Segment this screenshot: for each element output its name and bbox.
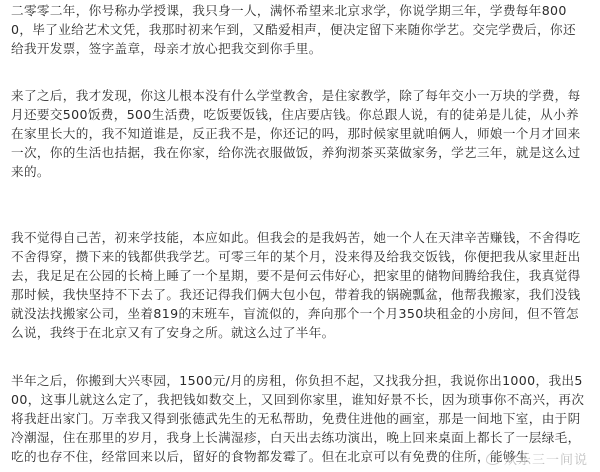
watermark <box>486 449 588 468</box>
paragraph-1: 二零零二年，你号称办学授课，我只身一人，满怀希望来北京求学，你说学期三年，学费每年8000，毕了业给艺术文凭，我那时初来乍到，又酷爱相声，便决定留下来随你学艺。交完学费后，你还给我开发票，签字盖章，母亲才放心把我交到你手里。 <box>11 3 576 56</box>
watermark-logo-icon <box>486 453 500 465</box>
paragraph-3: 我不觉得自己苦，初来学技能，本应如此。但我会的是我妈苦，她一个人在天津辛苦赚钱，不舍得吃不舍得穿，攒下来的钱都供我学艺。可零三年的某个月，没来得及给我交饭钱，你便把我从家里赶出去，我足足在公园的长椅上睡了一个星期，要不是何云伟好心，把家里的储物间腾给我住，我真觉得那时候，我快坚持不下去了。我还记得我们俩大包小包，带着我的锅碗瓢盆，他帮我搬家，我们没钱就没法找搬家公司，坐着819的末班车，盲流似的，奔向那个一个月350块租金的小房间，但不管怎么说，我终于在北京又有了安身之所。就这么过了半年。 <box>11 230 581 340</box>
paragraph-4: 半年之后，你搬到大兴枣园，1500元/月的房租，你负担不起，又找我分担，我说你出1000，我出500，这事儿就这么定了，我把钱如数交上，又回到你家里，谁知好景不长，因为琐事你不高兴，再次将我赶出家门。万幸我又得到张德武先生的无私帮助，免费住进他的画室，那是一间地下室，由于阴冷潮湿，住在那里的岁月，我身上长满湿疹，白天出去练功演出，晚上回来桌面上都长了一层绿毛，吃的也存不住，经常回来以后，留好的食物都发霉了。但在北京可以有免费的住所，能够生 <box>11 373 585 464</box>
paragraph-2: 来了之后，我才发现，你这儿根本没有什么学堂教舍，是住家教学，除了每年交小一万块的学费，每月还要交500饭费，500生活费，吃饭要饭钱，住店要店钱。你总跟人说，有的徒弟是儿徒，从小养在家里长大的，我不知道谁是，反正我不是，你还记的吗，那时候家里就咱俩人，师娘一个月才回来一次，你的生活也拮据，我在你家，给你洗衣服做饭，养狗沏茶买菜做家务，学艺三年，就是这么过来的。 <box>11 88 581 179</box>
watermark-text: 欢乐三一间说 <box>503 453 588 468</box>
